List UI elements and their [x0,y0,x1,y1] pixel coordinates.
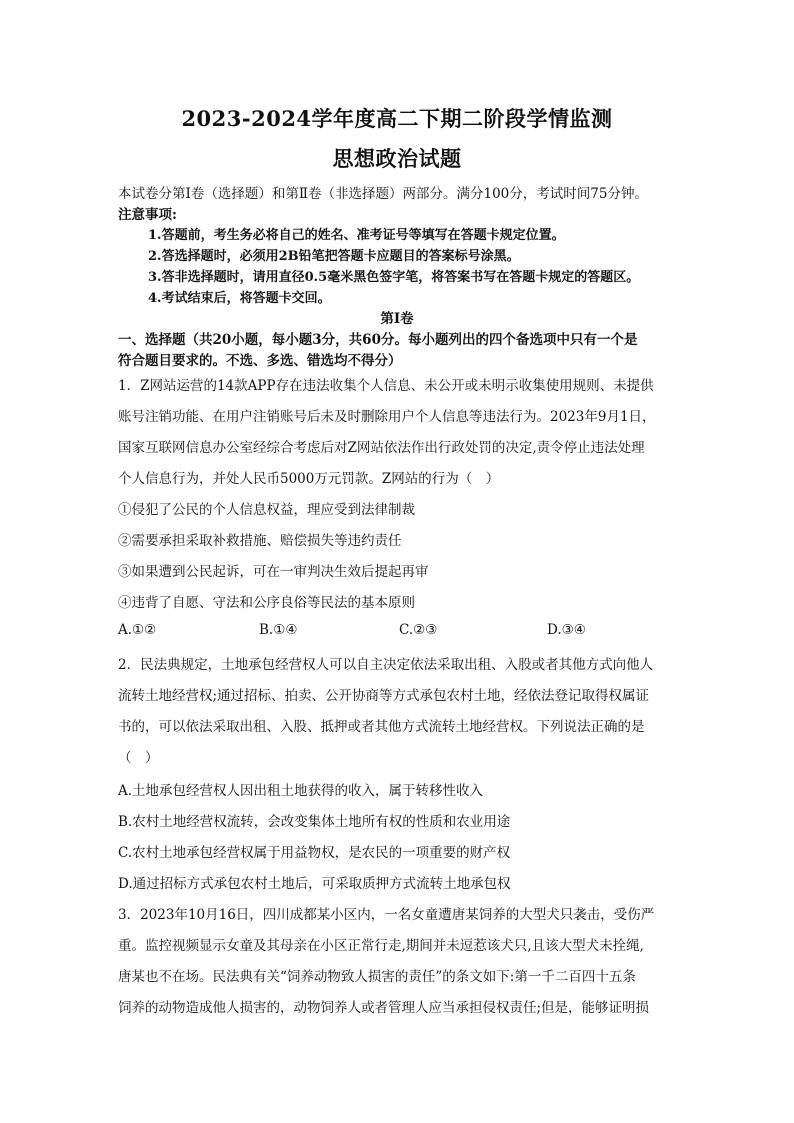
question-2-option-b: B.农村土地经营权流转，会改变集体土地所有权的性质和农业用途 [118,814,511,830]
question-1-option-b: B.①④ [259,622,298,638]
notice-item: 2.答选择题时，必须用2B铅笔把答题卡应题目的答案标号涂黑。 [148,249,520,264]
question-1-text: 个人信息行为，并处人民币5000万元罚款。Z网站的行为（ ） [118,471,500,487]
section-instructions-cont: 符合题目要求的。不选、多选、错选均不得分） [118,353,402,369]
question-2-text: 书的，可以依法采取出租、入股、抵押或者其他方式流转土地经营权。下列说法正确的是 [118,719,645,735]
question-1-statement: ④违背了自愿、守法和公序良俗等民法的基本原则 [118,595,415,611]
question-1-option-d: D.③④ [547,622,586,638]
question-2-text: （ ） [118,750,159,766]
question-3-text: 唐某也不在场。民法典有关“饲养动物致人损害的责任”的条文如下:第一千二百四十五条 [118,969,636,985]
question-1-option-a: A.①② [118,622,157,638]
part-heading: 第Ⅰ卷 [380,311,414,327]
notice-item: 3.答非选择题时，请用直径0.5毫米黑色签字笔，将答案书写在答题卡规定的答题区。 [148,270,640,285]
question-1-text: 账号注销功能、在用户注销账号后未及时删除用户个人信息等违法行为。2023年9月1日， [118,409,656,425]
exam-intro: 本试卷分第Ⅰ卷（选择题）和第Ⅱ卷（非选择题）两部分。满分100分，考试时间75分钟。 [118,186,648,202]
notice-heading: 注意事项: [118,207,177,223]
question-3-text: 饲养的动物造成他人损害的，动物饲养人或者管理人应当承担侵权责任;但是，能够证明损 [118,1000,650,1016]
notice-item: 4.考试结束后，将答题卡交回。 [148,291,331,306]
question-1-statement: ①侵犯了公民的个人信息权益，理应受到法律制裁 [118,502,415,518]
question-1-text: 1．Z网站运营的14款APP存在违法收集个人信息、未公开或未明示收集使用规则、未提供 [118,378,654,394]
question-2-text: 2．民法典规定，土地承包经营权人可以自主决定依法采取出租、入股或者其他方式向他人 [118,657,654,673]
question-2-option-c: C.农村土地承包经营权属于用益物权，是农民的一项重要的财产权 [118,845,511,861]
question-2-text: 流转土地经营权;通过招标、拍卖、公开协商等方式承包农村土地，经依法登记取得权属证 [118,688,650,704]
question-1-statement: ③如果遭到公民起诉，可在一审判决生效后提起再审 [118,564,429,580]
question-2-option-d: D.通过招标方式承包农村土地后，可采取质押方式流转土地承包权 [118,876,511,892]
question-2-option-a: A.土地承包经营权人因出租土地获得的收入，属于转移性收入 [118,783,484,799]
exam-subject-title: 思想政治试题 [332,146,462,171]
notice-item: 1.答题前，考生务必将自己的姓名、准考证号等填写在答题卡规定位置。 [148,228,565,243]
question-3-text: 重。监控视频显示女童及其母亲在小区正常行走,期间并未逗惹该犬只,且该大型犬未拴绳, [118,938,644,954]
question-1-statement: ②需要承担采取补救措施、赔偿损失等违约责任 [118,533,402,549]
question-1-text: 国家互联网信息办公室经综合考虑后对Z网站依法作出行政处罚的决定,责令停止违法处理 [118,440,645,456]
exam-title: 2023-2024学年度高二下期二阶段学情监测 [181,106,613,131]
question-3-text: 3．2023年10月16日，四川成都某小区内，一名女童遭唐某饲养的大型犬只袭击，受伤严 [118,907,655,923]
section-instructions: 一、选择题（共20小题，每小题3分，共60分。每小题列出的四个备选项中只有一个是 [118,332,638,348]
question-1-option-c: C.②③ [399,622,438,638]
